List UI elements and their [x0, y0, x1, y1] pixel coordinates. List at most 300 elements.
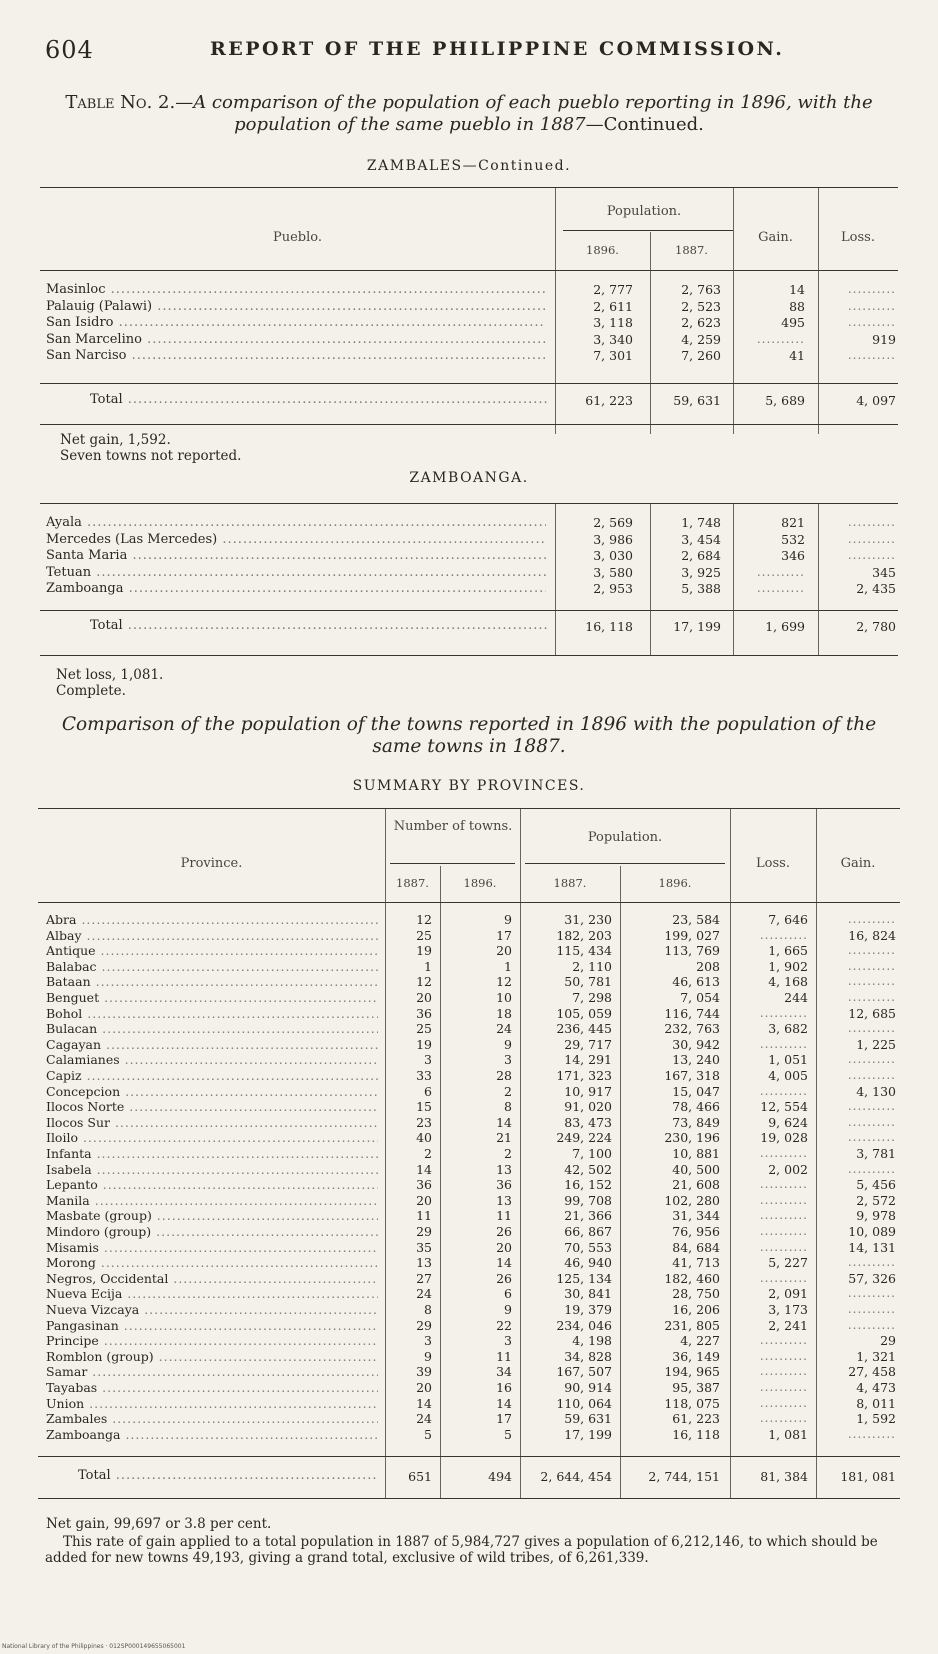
- table-row-name: Bataan .....: [46, 974, 378, 989]
- cell-towns-1887: 2: [424, 1146, 432, 1161]
- cell-population-1896: 102, 280: [664, 1192, 720, 1208]
- cell-population-1887: 50, 781: [564, 974, 612, 990]
- cell-towns-1887: 19: [416, 1036, 432, 1052]
- cell-gain: 1, 321: [856, 1348, 896, 1364]
- cell-gain: 41: [789, 348, 805, 363]
- cell-gain: 16, 824: [848, 927, 896, 943]
- cell-gain: ..........: [847, 1114, 896, 1129]
- cell-1887: 3, 925: [681, 564, 721, 580]
- cell-population-1896: 167, 318: [664, 1068, 720, 1083]
- total-towns-1887: 651: [408, 1469, 432, 1484]
- table-row-name: Isabela .....: [46, 1162, 378, 1177]
- cell-towns-1887: 5: [424, 1426, 432, 1442]
- cell-1896: 2, 611: [593, 298, 633, 314]
- cell-towns-1887: 14: [416, 1395, 432, 1411]
- table-title-tail: —Continued.: [585, 114, 704, 135]
- cell-towns-1896: 22: [496, 1317, 512, 1333]
- cell-towns-1887: 36: [416, 1005, 432, 1021]
- zamboanga-section-title: ZAMBOANGA.: [409, 470, 529, 486]
- total-gain: 1, 699: [765, 619, 805, 634]
- cell-towns-1887: 29: [416, 1317, 432, 1333]
- cell-population-1887: 7, 100: [572, 1146, 612, 1161]
- cell-gain: ..........: [847, 1302, 896, 1316]
- cell-towns-1887: 15: [416, 1099, 432, 1115]
- cell-population-1887: 125, 134: [556, 1270, 612, 1286]
- cell-gain: ..........: [847, 1317, 896, 1332]
- table-row-name: Benguet .....: [46, 990, 378, 1005]
- cell-towns-1896: 12: [496, 974, 512, 990]
- header-bottom-rule: [40, 270, 898, 271]
- table-bottom-rule: [40, 655, 898, 656]
- cell-gain: 88: [789, 298, 805, 314]
- cell-towns-1887: 19: [416, 943, 432, 959]
- cell-loss: 2, 241: [768, 1317, 808, 1333]
- cell-1887: 2, 523: [681, 298, 721, 314]
- cell-population-1887: 182, 203: [556, 927, 612, 943]
- cell-gain: ..........: [847, 958, 896, 973]
- towns-1887-header: 1887.: [396, 876, 429, 890]
- cell-towns-1896: 14: [496, 1255, 512, 1271]
- cell-gain: 27, 458: [848, 1364, 896, 1380]
- cell-gain: 346: [781, 548, 805, 563]
- cell-loss: 1, 902: [768, 958, 808, 974]
- cell-population-1896: 232, 763: [664, 1021, 720, 1037]
- cell-towns-1887: 3: [424, 1052, 432, 1068]
- cell-towns-1896: 3: [504, 1052, 512, 1068]
- table-row-name: Morong .....: [46, 1255, 378, 1270]
- table-row-name: Lepanto .....: [46, 1177, 378, 1192]
- cell-1887: 1, 748: [681, 515, 721, 530]
- cell-towns-1896: 17: [496, 927, 512, 943]
- table-row-name: San Narciso .....: [46, 348, 546, 363]
- zamboanga-net-loss-note: Net loss, 1,081.: [56, 667, 164, 683]
- zamboanga-complete-note: Complete.: [56, 683, 126, 699]
- cell-towns-1896: 14: [496, 1114, 512, 1130]
- zambales-section-title: ZAMBALES—Continued.: [366, 158, 572, 174]
- table-row-name: Calamianes .....: [46, 1052, 378, 1067]
- cell-towns-1887: 6: [424, 1083, 432, 1099]
- cell-loss: ..........: [759, 1239, 808, 1254]
- total-population-1896: 2, 744, 151: [648, 1469, 720, 1484]
- cell-towns-1887: 33: [416, 1068, 432, 1083]
- cell-population-1896: 113, 769: [664, 943, 720, 959]
- cell-gain: ..........: [847, 943, 896, 958]
- cell-population-1896: 84, 684: [672, 1239, 720, 1255]
- cell-towns-1896: 5: [504, 1426, 512, 1442]
- cell-population-1887: 171, 323: [556, 1068, 612, 1083]
- cell-1896: 7, 301: [593, 348, 633, 363]
- cell-towns-1896: 9: [504, 1036, 512, 1052]
- cell-population-1887: 115, 434: [556, 943, 612, 959]
- cell-population-1887: 2, 110: [572, 958, 612, 974]
- cell-loss: ..........: [759, 1192, 808, 1207]
- cell-population-1887: 70, 553: [564, 1239, 612, 1255]
- table-row-name: Balabac .....: [46, 959, 378, 974]
- cell-population-1896: 23, 584: [672, 912, 720, 927]
- cell-1887: 2, 684: [681, 548, 721, 563]
- cell-population-1887: 21, 366: [564, 1208, 612, 1224]
- cell-loss: 1, 051: [768, 1052, 808, 1068]
- cell-gain: ..........: [756, 331, 805, 346]
- table-row-name: Zambales .....: [46, 1411, 378, 1426]
- cell-population-1887: 91, 020: [564, 1099, 612, 1115]
- cell-gain: 5, 456: [856, 1177, 896, 1193]
- cell-population-1896: 230, 196: [664, 1130, 720, 1146]
- total-1887: 59, 631: [673, 393, 721, 408]
- table-row-name: Manila .....: [46, 1193, 378, 1208]
- cell-loss: ..........: [759, 1208, 808, 1223]
- cell-population-1896: 116, 744: [664, 1005, 720, 1021]
- cell-gain: 4, 130: [856, 1083, 896, 1099]
- cell-loss: ..........: [759, 1177, 808, 1192]
- population-header-rule: [525, 863, 725, 864]
- cell-gain: ..........: [847, 974, 896, 989]
- table-row-name: Negros, Occidental .....: [46, 1271, 378, 1286]
- table-row-name: Concepcion .....: [46, 1084, 378, 1099]
- cell-gain: ..........: [847, 1099, 896, 1114]
- cell-gain: ..........: [847, 1052, 896, 1067]
- table-row-name: Romblon (group) .....: [46, 1349, 378, 1364]
- table-bottom-rule: [38, 1498, 900, 1499]
- total-loss: 2, 780: [856, 619, 896, 634]
- comparison-caption: Comparison of the population of the towns reported in 1896 with the population of the same towns in 1887.: [61, 714, 877, 757]
- cell-gain: ..........: [756, 564, 805, 579]
- cell-population-1896: 36, 149: [672, 1348, 720, 1364]
- cell-towns-1896: 1: [504, 958, 512, 974]
- table-row-name: Samar .....: [46, 1364, 378, 1379]
- cell-population-1887: 16, 152: [564, 1177, 612, 1193]
- cell-loss: 2, 002: [768, 1161, 808, 1177]
- cell-population-1896: 40, 500: [672, 1161, 720, 1177]
- cell-population-1887: 34, 828: [564, 1348, 612, 1364]
- cell-1896: 3, 580: [593, 564, 633, 580]
- population-summary-paragraph: This rate of gain applied to a total population in 1887 of 5,984,727 gives a population of 6,212,146, to which should be added for new towns 49,193, giving a grand total, exclusive of wild tribes, of 6,261,339.: [45, 1534, 878, 1566]
- cell-gain: 4, 473: [856, 1380, 896, 1395]
- total-top-rule: [38, 1456, 900, 1457]
- cell-1896: 3, 118: [593, 315, 633, 330]
- cell-loss: ..........: [759, 1146, 808, 1160]
- cell-1887: 3, 454: [681, 531, 721, 547]
- cell-population-1896: 208: [696, 958, 720, 974]
- table-title-lead: Table No. 2.—: [65, 92, 194, 113]
- cell-loss: ..........: [847, 531, 896, 546]
- cell-towns-1887: 39: [416, 1364, 432, 1380]
- cell-gain: 14: [789, 282, 805, 297]
- table-row-name: Ayala .....: [46, 515, 546, 530]
- cell-gain: 532: [781, 531, 805, 547]
- cell-gain: 10, 089: [848, 1224, 896, 1239]
- table-row-name: Zamboanga .....: [46, 1427, 378, 1442]
- cell-loss: ..........: [759, 1005, 808, 1020]
- net-gain-note: Net gain, 99,697 or 3.8 per cent.: [46, 1516, 272, 1532]
- table-row-name: Zamboanga .....: [46, 581, 546, 596]
- cell-population-1896: 61, 223: [672, 1411, 720, 1427]
- cell-towns-1896: 11: [496, 1348, 512, 1364]
- cell-towns-1896: 20: [496, 943, 512, 959]
- cell-loss: ..........: [847, 282, 896, 296]
- cell-gain: ..........: [847, 1255, 896, 1270]
- cell-gain: ..........: [847, 1021, 896, 1036]
- cell-population-1887: 83, 473: [564, 1114, 612, 1130]
- cell-population-1887: 110, 064: [556, 1395, 612, 1411]
- cell-population-1887: 90, 914: [564, 1380, 612, 1395]
- total-1887: 17, 199: [673, 619, 721, 634]
- cell-1896: 2, 569: [593, 515, 633, 530]
- cell-gain: 29: [880, 1333, 896, 1349]
- cell-gain: ..........: [847, 1286, 896, 1301]
- page-number: 604: [45, 36, 94, 64]
- header-bottom-rule: [38, 902, 900, 903]
- table-row-name: Antique .....: [46, 943, 378, 958]
- cell-population-1887: 30, 841: [564, 1286, 612, 1302]
- cell-population-1896: 182, 460: [664, 1270, 720, 1286]
- cell-population-1896: 46, 613: [672, 974, 720, 990]
- table-row-name: Santa Maria .....: [46, 548, 546, 563]
- cell-loss: ..........: [759, 1411, 808, 1426]
- cell-population-1896: 76, 956: [672, 1224, 720, 1239]
- cell-loss: ..........: [847, 348, 896, 362]
- total-1896: 16, 118: [585, 619, 633, 634]
- cell-loss: ..........: [847, 515, 896, 529]
- cell-gain: 495: [781, 315, 805, 330]
- cell-gain: ..........: [756, 581, 805, 595]
- population-header-rule: [563, 230, 733, 231]
- cell-loss: 345: [872, 564, 896, 580]
- total-population-1887: 2, 644, 454: [540, 1469, 612, 1484]
- cell-loss: 3, 173: [768, 1302, 808, 1317]
- library-credit: National Library of the Philippines · 012SP000149655065001: [2, 1643, 186, 1650]
- cell-population-1887: 46, 940: [564, 1255, 612, 1271]
- cell-loss: ..........: [759, 1083, 808, 1098]
- cell-towns-1887: 12: [416, 974, 432, 990]
- cell-population-1887: 167, 507: [556, 1364, 612, 1380]
- cell-towns-1896: 26: [496, 1270, 512, 1286]
- cell-towns-1887: 40: [416, 1130, 432, 1146]
- total-loss: 4, 097: [856, 393, 896, 408]
- cell-towns-1887: 9: [424, 1348, 432, 1364]
- table-row-name: Albay .....: [46, 928, 378, 943]
- cell-loss: ..........: [759, 1270, 808, 1285]
- cell-towns-1887: 20: [416, 990, 432, 1005]
- cell-towns-1887: 35: [416, 1239, 432, 1255]
- cell-population-1887: 17, 199: [564, 1426, 612, 1442]
- total-gain: 5, 689: [765, 393, 805, 408]
- loss-header: Loss.: [756, 856, 790, 871]
- cell-population-1896: 16, 206: [672, 1302, 720, 1317]
- total-row-label: Total .....: [90, 618, 548, 633]
- cell-towns-1896: 11: [496, 1208, 512, 1224]
- cell-loss: ..........: [759, 1333, 808, 1348]
- cell-population-1887: 59, 631: [564, 1411, 612, 1427]
- year-1887-header: 1887.: [675, 243, 708, 257]
- cell-population-1887: 99, 708: [564, 1192, 612, 1208]
- population-header: Population.: [606, 204, 682, 219]
- table-row-name: Tayabas .....: [46, 1380, 378, 1395]
- cell-population-1896: 10, 881: [672, 1146, 720, 1161]
- cell-loss: 919: [872, 331, 896, 347]
- cell-towns-1887: 13: [416, 1255, 432, 1271]
- population-header: Population.: [587, 830, 663, 845]
- cell-gain: 57, 326: [848, 1270, 896, 1286]
- cell-towns-1896: 24: [496, 1021, 512, 1037]
- cell-population-1887: 14, 291: [564, 1052, 612, 1068]
- table-row-name: Masbate (group) .....: [46, 1208, 378, 1223]
- cell-loss: ..........: [759, 1224, 808, 1238]
- province-header: Province.: [180, 856, 243, 871]
- cell-loss: 9, 624: [768, 1114, 808, 1130]
- table-row-name: Bulacan .....: [46, 1021, 378, 1036]
- cell-gain: ..........: [847, 1161, 896, 1176]
- zambales-net-gain-note: Net gain, 1,592.: [60, 432, 171, 448]
- table-row-name: Tetuan .....: [46, 565, 546, 580]
- cell-towns-1896: 9: [504, 1302, 512, 1317]
- table-row-name: Masinloc .....: [46, 282, 546, 297]
- table-row-name: Mindoro (group) .....: [46, 1224, 378, 1239]
- cell-population-1887: 105, 059: [556, 1005, 612, 1021]
- cell-towns-1896: 28: [496, 1068, 512, 1083]
- table-top-rule: [40, 503, 898, 504]
- table-row-name: Mercedes (Las Mercedes) .....: [46, 532, 546, 547]
- table-row-name: Palauig (Palawi) .....: [46, 299, 546, 314]
- cell-towns-1887: 24: [416, 1411, 432, 1427]
- cell-towns-1887: 12: [416, 912, 432, 927]
- table-row-name: Infanta .....: [46, 1146, 378, 1161]
- cell-loss: 12, 554: [760, 1099, 808, 1115]
- table-row-name: Nueva Vizcaya .....: [46, 1302, 378, 1317]
- cell-gain: ..........: [847, 1426, 896, 1441]
- cell-population-1887: 19, 379: [564, 1302, 612, 1317]
- cell-towns-1896: 36: [496, 1177, 512, 1193]
- cell-population-1896: 194, 965: [664, 1364, 720, 1380]
- table-bottom-rule: [40, 424, 898, 425]
- cell-towns-1887: 11: [416, 1208, 432, 1224]
- cell-population-1896: 199, 027: [664, 927, 720, 943]
- cell-gain: 12, 685: [848, 1005, 896, 1021]
- cell-population-1896: 30, 942: [672, 1036, 720, 1052]
- zambales-not-reported-note: Seven towns not reported.: [60, 448, 242, 464]
- cell-loss: ..........: [847, 548, 896, 562]
- table-row-name: Nueva Ecija .....: [46, 1286, 378, 1301]
- total-top-rule: [40, 610, 898, 611]
- cell-population-1896: 7, 054: [680, 990, 720, 1005]
- cell-loss: 1, 081: [768, 1426, 808, 1442]
- cell-towns-1896: 20: [496, 1239, 512, 1255]
- cell-gain: 14, 131: [848, 1239, 896, 1255]
- table-row-name: Capiz .....: [46, 1068, 378, 1083]
- cell-towns-1896: 2: [504, 1146, 512, 1161]
- table-row-name: Ilocos Sur .....: [46, 1115, 378, 1130]
- cell-population-1887: 7, 298: [572, 990, 612, 1005]
- cell-towns-1896: 16: [496, 1380, 512, 1395]
- cell-population-1896: 16, 118: [672, 1426, 720, 1442]
- table-row-name: Misamis .....: [46, 1240, 378, 1255]
- cell-population-1887: 66, 867: [564, 1224, 612, 1239]
- cell-population-1896: 15, 047: [672, 1083, 720, 1099]
- cell-towns-1896: 18: [496, 1005, 512, 1021]
- total-1896: 61, 223: [585, 393, 633, 408]
- number-of-towns-header: Number of towns.: [393, 819, 513, 834]
- cell-towns-1896: 13: [496, 1161, 512, 1177]
- table-title-italic: A comparison of the population of each pueblo reporting in 1896, with the population of the same pueblo in 1887: [193, 92, 873, 135]
- cell-gain: ..........: [847, 1130, 896, 1145]
- cell-1896: 3, 340: [593, 331, 633, 347]
- cell-loss: ..........: [759, 1348, 808, 1363]
- table-row-name: Abra .....: [46, 912, 378, 927]
- cell-population-1896: 118, 075: [664, 1395, 720, 1411]
- total-towns-1896: 494: [488, 1469, 512, 1484]
- table-top-rule: [38, 808, 900, 809]
- cell-population-1887: 249, 224: [556, 1130, 612, 1146]
- cell-gain: 9, 978: [856, 1208, 896, 1224]
- cell-population-1887: 4, 198: [572, 1333, 612, 1349]
- cell-towns-1896: 26: [496, 1224, 512, 1239]
- cell-towns-1896: 6: [504, 1286, 512, 1302]
- gain-header: Gain.: [840, 856, 876, 871]
- total-loss: 81, 384: [760, 1469, 808, 1484]
- table-row-name: Bohol .....: [46, 1006, 378, 1021]
- cell-towns-1896: 9: [504, 912, 512, 927]
- cell-loss: 2, 435: [856, 581, 896, 596]
- cell-towns-1896: 14: [496, 1395, 512, 1411]
- cell-towns-1896: 10: [496, 990, 512, 1005]
- cell-towns-1896: 2: [504, 1083, 512, 1099]
- cell-towns-1887: 1: [424, 958, 432, 974]
- cell-towns-1896: 8: [504, 1099, 512, 1115]
- cell-towns-1887: 3: [424, 1333, 432, 1349]
- cell-1887: 2, 623: [681, 315, 721, 330]
- population-1887-header: 1887.: [553, 876, 587, 890]
- cell-population-1896: 95, 387: [672, 1380, 720, 1395]
- cell-gain: 3, 781: [856, 1146, 896, 1161]
- cell-loss: ..........: [759, 927, 808, 942]
- cell-towns-1896: 21: [496, 1130, 512, 1146]
- table-row-name: Cagayan .....: [46, 1037, 378, 1052]
- running-head: REPORT OF THE PHILIPPINE COMMISSION.: [210, 38, 785, 60]
- cell-population-1896: 78, 466: [672, 1099, 720, 1115]
- cell-population-1887: 31, 230: [564, 912, 612, 927]
- cell-1896: 2, 953: [593, 581, 633, 596]
- cell-towns-1887: 27: [416, 1270, 432, 1286]
- cell-population-1896: 4, 227: [680, 1333, 720, 1349]
- cell-towns-1896: 17: [496, 1411, 512, 1427]
- cell-towns-1887: 29: [416, 1224, 432, 1239]
- cell-1887: 2, 763: [681, 282, 721, 297]
- cell-population-1887: 236, 445: [556, 1021, 612, 1037]
- table-row-name: San Isidro .....: [46, 315, 546, 330]
- table-row-name: San Marcelino .....: [46, 332, 546, 347]
- summary-section-title: SUMMARY BY PROVINCES.: [352, 778, 586, 794]
- cell-population-1896: 41, 713: [672, 1255, 720, 1271]
- total-gain: 181, 081: [840, 1469, 896, 1484]
- cell-towns-1896: 34: [496, 1364, 512, 1380]
- cell-gain: 2, 572: [856, 1192, 896, 1208]
- cell-population-1896: 73, 849: [672, 1114, 720, 1130]
- cell-towns-1887: 20: [416, 1192, 432, 1208]
- cell-towns-1896: 3: [504, 1333, 512, 1349]
- cell-gain: 1, 225: [856, 1036, 896, 1052]
- table-row-name: Ilocos Norte .....: [46, 1099, 378, 1114]
- table-row-name: Principe .....: [46, 1333, 378, 1348]
- towns-header-rule: [390, 863, 515, 864]
- cell-loss: 19, 028: [760, 1130, 808, 1146]
- cell-gain: ..........: [847, 990, 896, 1004]
- cell-loss: 2, 091: [768, 1286, 808, 1302]
- cell-loss: 1, 665: [768, 943, 808, 959]
- cell-gain: ..........: [847, 912, 896, 926]
- cell-loss: ..........: [759, 1380, 808, 1394]
- cell-towns-1887: 20: [416, 1380, 432, 1395]
- cell-towns-1887: 8: [424, 1302, 432, 1317]
